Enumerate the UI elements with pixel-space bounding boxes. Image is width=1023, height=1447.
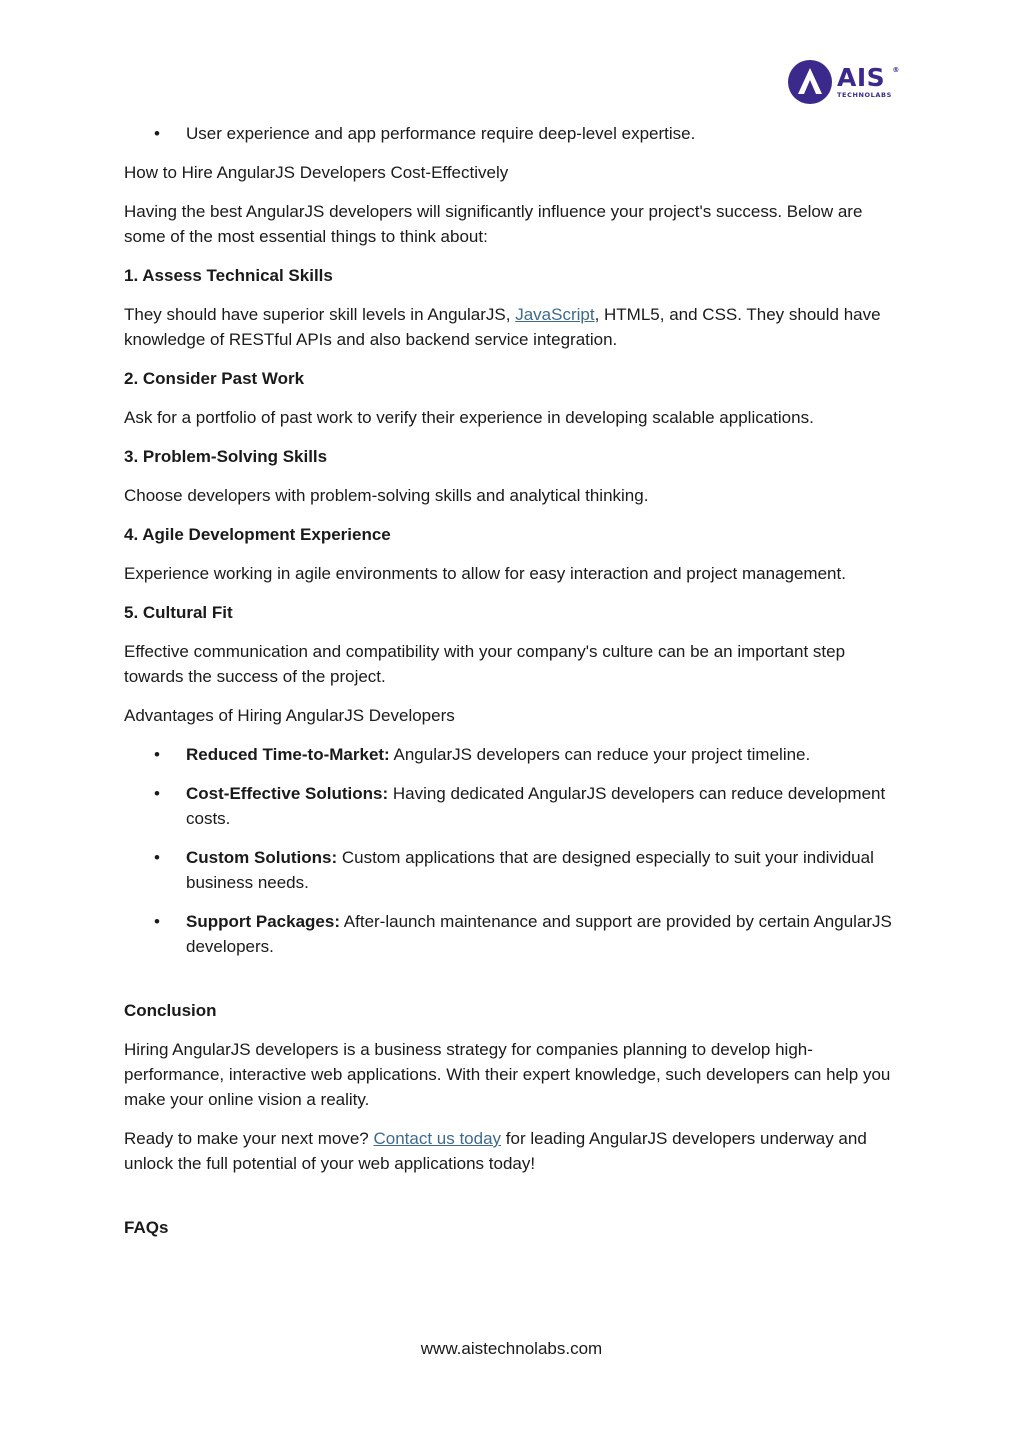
cta-text-part: Ready to make your next move? bbox=[124, 1129, 374, 1148]
step-4-text: Experience working in agile environments to allow for easy interaction and project management. bbox=[124, 564, 846, 583]
hire-heading: How to Hire AngularJS Developers Cost-Effectively bbox=[124, 163, 509, 182]
step-2-text: Ask for a portfolio of past work to verify their experience in developing scalable applications. bbox=[124, 408, 814, 427]
document-body bbox=[124, 121, 894, 1254]
advantage-text: Custom applications that are designed especially to suit your individual business needs. bbox=[186, 848, 874, 892]
logo-word: AIS bbox=[837, 63, 886, 93]
advantage-label: Custom Solutions: bbox=[186, 848, 338, 867]
footer-url: www.aistechnolabs.com bbox=[420, 1339, 603, 1358]
top-bullet-list bbox=[124, 121, 894, 146]
advantage-label: Support Packages: bbox=[186, 912, 340, 931]
step-2-title: 2. Consider Past Work bbox=[124, 369, 305, 388]
list-item bbox=[124, 845, 894, 895]
list-item-text: User experience and app performance require deep-level expertise. bbox=[186, 124, 696, 143]
company-logo bbox=[787, 58, 900, 106]
list-item bbox=[124, 781, 894, 831]
faqs-heading: FAQs bbox=[124, 1218, 169, 1237]
step-3-text: Choose developers with problem-solving skills and analytical thinking. bbox=[124, 486, 649, 505]
step-5-text: Effective communication and compatibility with your company's culture can be an important step towards the success of the project. bbox=[124, 642, 846, 686]
step-3-title: 3. Problem-Solving Skills bbox=[124, 447, 328, 466]
cta-text-part: for leading AngularJS developers underway and unlock the full potential of your web applications today! bbox=[124, 1129, 867, 1173]
step-1-text-part: , HTML5, and CSS. They should have knowledge of RESTful APIs and also backend service integration. bbox=[124, 305, 881, 349]
advantages-list bbox=[124, 742, 894, 959]
list-item bbox=[124, 909, 894, 959]
step-1-text bbox=[124, 302, 894, 352]
contact-us-link[interactable]: Contact us today bbox=[373, 1129, 502, 1148]
advantages-heading: Advantages of Hiring AngularJS Developers bbox=[124, 706, 455, 725]
javascript-link[interactable]: JavaScript bbox=[515, 305, 595, 324]
step-1-title: 1. Assess Technical Skills bbox=[124, 266, 333, 285]
advantage-text: After-launch maintenance and support are provided by certain AngularJS developers. bbox=[186, 912, 892, 956]
advantage-label: Reduced Time-to-Market: bbox=[186, 745, 390, 764]
conclusion-cta bbox=[124, 1126, 894, 1176]
list-item bbox=[124, 742, 894, 767]
logo-registered-mark: ® bbox=[892, 66, 900, 75]
advantage-text: Having dedicated AngularJS developers can reduce development costs. bbox=[186, 784, 886, 828]
conclusion-heading: Conclusion bbox=[124, 1001, 217, 1020]
step-5-title: 5. Cultural Fit bbox=[124, 603, 233, 622]
ais-logo-icon bbox=[787, 59, 833, 105]
hire-intro: Having the best AngularJS developers will significantly influence your project's success. Below are some of the most essential things to think about: bbox=[124, 202, 863, 246]
step-4-title: 4. Agile Development Experience bbox=[124, 525, 391, 544]
list-item bbox=[124, 121, 894, 146]
advantage-label: Cost-Effective Solutions: bbox=[186, 784, 389, 803]
step-1-text-part: They should have superior skill levels in AngularJS, bbox=[124, 305, 516, 324]
conclusion-text: Hiring AngularJS developers is a business strategy for companies planning to develop high-performance, interactive web applications. With their expert knowledge, such developers can help you make your online vision a reality. bbox=[124, 1040, 891, 1109]
logo-subtitle: TECHNOLABS bbox=[837, 91, 892, 100]
advantage-text: AngularJS developers can reduce your project timeline. bbox=[389, 745, 811, 764]
